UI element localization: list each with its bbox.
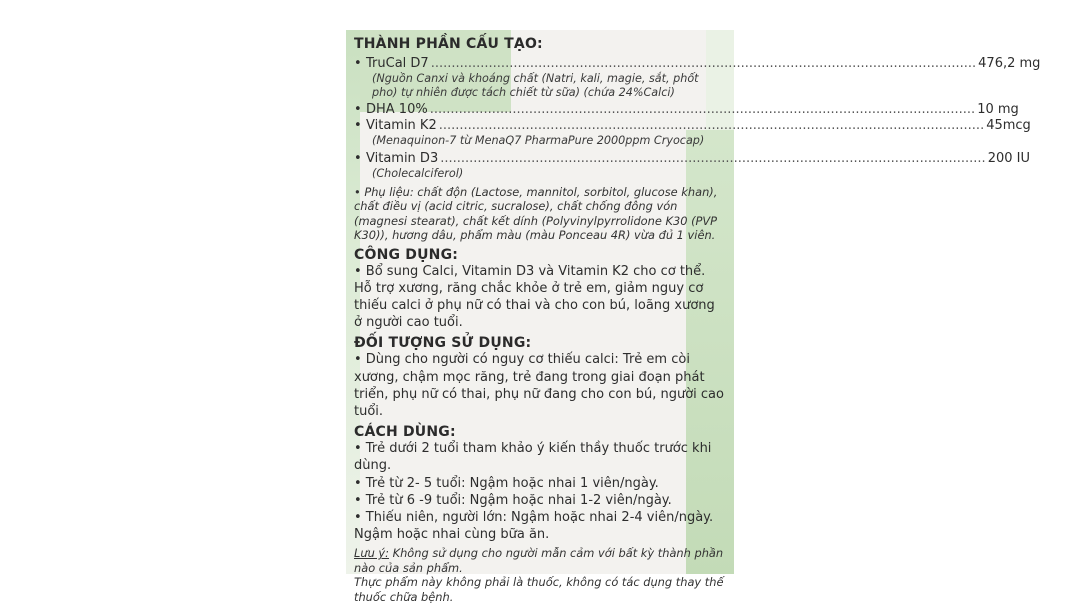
caution-text: Không sử dụng cho người mẫn cảm với bất kỳ thành phần nào của sản phẩm. bbox=[354, 546, 724, 575]
usage-item: • Trẻ từ 6 -9 tuổi: Ngậm hoặc nhai 1-2 viên/ngày. bbox=[354, 492, 672, 508]
caution-label: Lưu ý: bbox=[354, 546, 389, 561]
usage-item: • Trẻ dưới 2 tuổi tham khảo ý kiến thầy thuốc trước khi dùng. bbox=[354, 441, 712, 474]
ingredient-amount: 476,2 mg bbox=[978, 56, 1041, 71]
ingredient-name: TruCal D7 bbox=[366, 56, 429, 71]
ingredient-note: (Nguồn Canxi và khoáng chất (Natri, kali, magie, sắt, phốt pho) tự nhiên được tách chiết từ sữa) (chứa 24%Calci) bbox=[372, 72, 699, 99]
usage-item: • Trẻ từ 2- 5 tuổi: Ngậm hoặc nhai 1 viên/ngày. bbox=[354, 475, 659, 491]
excipients-text: • Phụ liệu: chất độn (Lactose, mannitol, sorbitol, glucose khan), chất điều vị (acid citric, sucralose), chất chống đông vón (magnesi stearat), chất kết dính (Polyvinylpyrrolidone K30 (PVP K30)), hương dâu, phẩm màu (màu Ponceau 4R) vừa đủ 1 viên. bbox=[354, 185, 718, 243]
ingredient-row: • Vitamin K2 ..... 45mcg bbox=[354, 118, 726, 134]
ingredient-row: • DHA 10% ..... 10 mg bbox=[354, 102, 726, 118]
ingredient-note: (Menaquinon-7 từ MenaQ7 PharmaPure 2000ppm Cryocap) bbox=[372, 134, 705, 147]
uses-heading: CÔNG DỤNG: bbox=[354, 246, 459, 263]
usage-heading: CÁCH DÙNG: bbox=[354, 424, 456, 441]
label-content bbox=[354, 34, 1041, 604]
usage-item: • Thiếu niên, người lớn: Ngậm hoặc nhai 2-4 viên/ngày. Ngậm hoặc nhai cùng bữa ăn. bbox=[354, 510, 714, 543]
uses-text: • Bổ sung Calci, Vitamin D3 và Vitamin K2 cho cơ thể. Hỗ trợ xương, răng chắc khỏe ở trẻ em, giảm nguy cơ thiếu calci ở phụ nữ có thai và cho con bú, loãng xương ở người cao tuổi. bbox=[354, 263, 715, 331]
disclaimer-note: Thực phẩm này không phải là thuốc, không có tác dụng thay thế thuốc chữa bệnh. bbox=[354, 575, 724, 604]
ingredient-amount: 10 mg bbox=[977, 102, 1019, 117]
ingredient-name: Vitamin K2 bbox=[366, 118, 437, 133]
caution-note bbox=[354, 546, 726, 575]
ingredient-row: • Vitamin D3 ..... 200 IU bbox=[354, 151, 726, 167]
ingredient-amount: 45mcg bbox=[986, 118, 1031, 133]
target-text: • Dùng cho người có nguy cơ thiếu calci: Trẻ em còi xương, chậm mọc răng, trẻ đang trong giai đoạn phát triển, phụ nữ có thai, phụ nữ đang cho con bú, người cao tuổi. bbox=[354, 352, 724, 420]
ingredient-name: DHA 10% bbox=[366, 102, 428, 117]
ingredient-row: • TruCal D7 ..... 476,2 mg bbox=[354, 56, 726, 72]
ingredients-heading: THÀNH PHẦN CẤU TẠO: bbox=[354, 36, 543, 52]
ingredient-name: Vitamin D3 bbox=[366, 151, 439, 166]
ingredients-list bbox=[354, 56, 1041, 243]
label-panel bbox=[346, 30, 1041, 604]
target-heading: ĐỐI TƯỢNG SỬ DỤNG: bbox=[354, 335, 532, 352]
ingredient-amount: 200 IU bbox=[987, 151, 1030, 166]
ingredient-note: (Cholecalciferol) bbox=[372, 167, 464, 180]
